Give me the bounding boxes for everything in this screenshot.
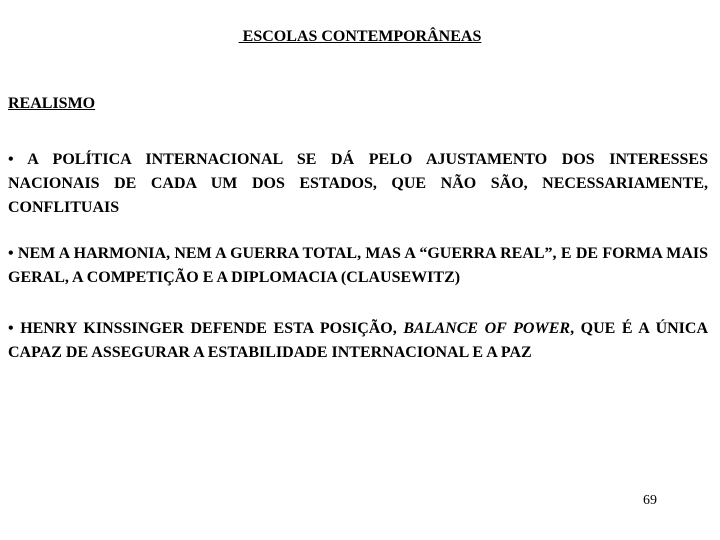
page-number: 69: [643, 493, 657, 508]
section-heading: REALISMO: [8, 95, 96, 112]
bullet-3-text-before: • HENRY KINSSINGER DEFENDE ESTA POSIÇÃO,: [8, 320, 404, 337]
bullet-3-text-after: , QUE É A ÚNICA CAPAZ DE ASSEGURAR A ESTABILIDADE INTERNACIONAL E A PAZ: [8, 320, 709, 361]
bullet-item-2: • NEM A HARMONIA, NEM A GUERRA TOTAL, MAS A “GUERRA REAL”, E DE FORMA MAIS GERAL, A COMPETIÇÃO E A DIPLOMACIA (CLAUSEWITZ): [8, 245, 708, 286]
slide-title: ESCOLAS CONTEMPORÂNEAS: [238, 28, 482, 45]
bullet-3-italic-term: BALANCE OF POWER: [403, 320, 571, 337]
bullet-item-1: • A POLÍTICA INTERNACIONAL SE DÁ PELO AJUSTAMENTO DOS INTERESSES NACIONAIS DE CADA UM DOS ESTADOS, QUE NÃO SÃO, NECESSARIAMENTE, CONFLITUAIS: [8, 151, 708, 216]
bullet-item-3: [8, 317, 708, 365]
